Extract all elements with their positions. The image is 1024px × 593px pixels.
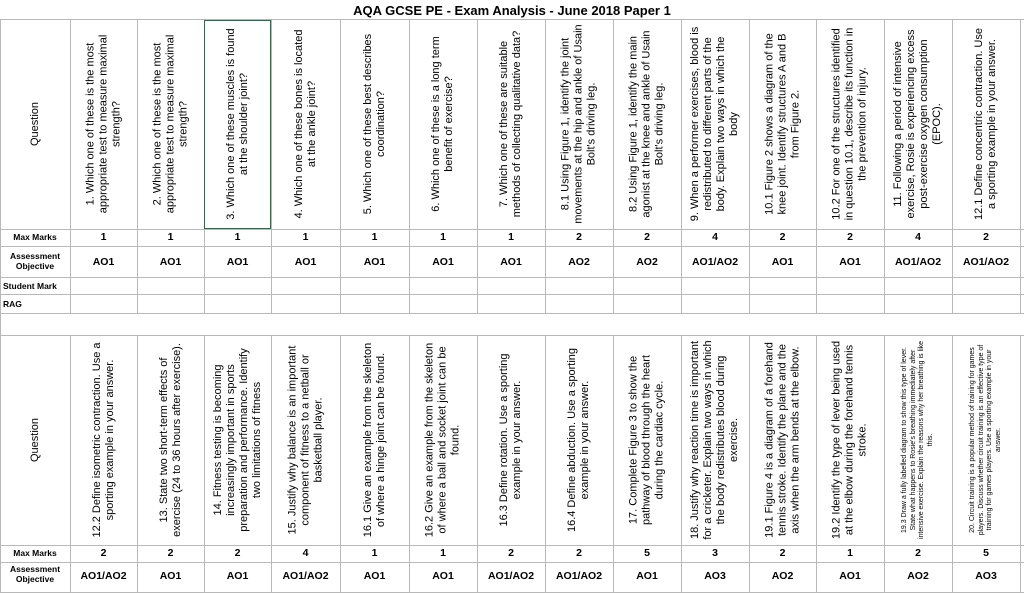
- rag-cell[interactable]: [953, 295, 1020, 313]
- question-label-text: Question: [29, 101, 41, 147]
- student-mark-cell[interactable]: [138, 278, 204, 294]
- assessment-objective-value: AO1: [159, 570, 182, 582]
- max-marks-value: 4: [302, 547, 309, 559]
- assessment-objective-value: AO1: [363, 570, 386, 582]
- student-mark-cell[interactable]: [750, 278, 816, 294]
- question-text: 17. Complete Figure 3 to show the pathway of blood through the heart during the cardiac cycle.: [627, 355, 666, 526]
- max-marks-value: 1: [847, 547, 853, 559]
- max-marks-value: 2: [847, 231, 853, 243]
- section2-assessment-objective-label: Assessment Objective: [9, 564, 61, 584]
- max-marks-value: 2: [576, 231, 582, 243]
- grid-line: [0, 246, 1024, 247]
- assessment-objective-value: AO1/AO2: [282, 570, 329, 582]
- max-marks-value: 2: [915, 547, 921, 559]
- question-text: 4. Which one of these bones is located at the ankle joint?: [292, 29, 318, 219]
- section2-question-cell[interactable]: [816, 335, 884, 545]
- section1-question-cell[interactable]: [70, 19, 137, 229]
- question-label-text: Question: [29, 417, 41, 463]
- section2-question-cell[interactable]: [271, 335, 340, 545]
- question-text: 19.1 Figure 4 is a diagram of a forehand tennis stroke. Identify the plane and the axis when the arm bends at the elbow.: [763, 342, 801, 538]
- max-marks-value: 1: [371, 547, 378, 559]
- max-marks-value: 5: [644, 547, 650, 559]
- grid-line: [0, 313, 1024, 314]
- student-mark-cell[interactable]: [478, 278, 545, 294]
- question-text: 16.1 Give an example from the skeleton of where a hinge joint can be found.: [361, 342, 387, 538]
- assessment-objective-value: AO1/AO2: [691, 256, 739, 268]
- rag-cell[interactable]: [885, 295, 952, 313]
- assessment-objective-value: AO3: [975, 570, 997, 582]
- section1-question-cell[interactable]: [271, 19, 340, 229]
- question-text: 13. State two short-term effects of exercise (24 to 36 hours after exercise).: [157, 343, 183, 537]
- rag-cell[interactable]: [272, 295, 340, 313]
- section2-question-cell[interactable]: [204, 335, 271, 545]
- assessment-objective-value: AO1: [432, 256, 454, 268]
- rag-cell[interactable]: [341, 295, 409, 313]
- max-marks-value: 2: [100, 547, 107, 559]
- max-marks-value: 2: [508, 547, 514, 559]
- section2-question-cell[interactable]: [70, 335, 137, 545]
- max-marks-value: 1: [234, 231, 241, 243]
- section1-question-cell[interactable]: [204, 19, 271, 229]
- rag-cell[interactable]: [682, 295, 749, 313]
- rag-cell[interactable]: [410, 295, 477, 313]
- rag-cell[interactable]: [546, 295, 613, 313]
- assessment-objective-value: AO1/AO2: [487, 570, 535, 582]
- assessment-objective-value: AO1: [839, 570, 861, 582]
- question-text: 3. Which one of these muscles is found at the shoulder joint?: [224, 28, 250, 220]
- grid-line: [1020, 19, 1021, 313]
- question-text: 9. When a performer exercises, blood is redistributed to different parts of the body. Explain two ways in which the body: [689, 26, 740, 222]
- question-text: 16.4 Define abduction. Use a sporting example in your answer.: [566, 347, 591, 533]
- question-text: 7. Which one of these are suitable methods of collecting qualitative data?: [498, 30, 523, 218]
- max-marks-value: 1: [100, 231, 107, 243]
- section1-question-label: [0, 19, 70, 229]
- section1-question-cell[interactable]: [816, 19, 884, 229]
- section2-max-marks-label: Max Marks: [13, 548, 57, 558]
- student-mark-cell[interactable]: [272, 278, 340, 294]
- section1-question-cell[interactable]: [613, 19, 681, 229]
- section1-question-cell[interactable]: [137, 19, 204, 229]
- max-marks-value: 1: [167, 231, 174, 243]
- student-mark-cell[interactable]: [817, 278, 884, 294]
- max-marks-value: 4: [712, 231, 718, 243]
- section2-question-cell[interactable]: [952, 335, 1020, 545]
- max-marks-value: 2: [779, 231, 786, 243]
- assessment-objective-value: AO1: [363, 256, 386, 268]
- max-marks-value: 1: [440, 547, 446, 559]
- max-marks-value: 1: [508, 231, 514, 243]
- assessment-objective-value: AO1: [226, 256, 249, 268]
- question-text: 10.1 Figure 2 shows a diagram of the knee joint. Identify structures A and B from Figure 2.: [763, 33, 801, 215]
- grid-line: [0, 562, 1024, 563]
- rag-cell[interactable]: [205, 295, 271, 313]
- section2-question-cell[interactable]: [409, 335, 477, 545]
- section1-question-cell[interactable]: [681, 19, 749, 229]
- grid-line: [1020, 335, 1021, 592]
- question-text: 1. Which one of these is the most appropriate test to measure maximal strength?: [84, 34, 122, 214]
- question-text: 12.1 Define concentric contraction. Use a sporting example in your answer.: [973, 28, 998, 220]
- student-mark-cell[interactable]: [885, 278, 952, 294]
- rag-cell[interactable]: [138, 295, 204, 313]
- section2-question-label: [0, 335, 70, 545]
- student-mark-cell[interactable]: [953, 278, 1020, 294]
- student-mark-label: Student Mark: [3, 281, 57, 291]
- assessment-objective-value: AO1: [92, 256, 115, 268]
- section1-question-cell[interactable]: [749, 19, 816, 229]
- max-marks-value: 1: [302, 231, 309, 243]
- assessment-objective-value: AO2: [771, 570, 794, 582]
- section2-question-cell[interactable]: [749, 335, 816, 545]
- student-mark-cell[interactable]: [614, 278, 681, 294]
- assessment-objective-value: AO1: [500, 256, 522, 268]
- question-text: 16.2 Give an example from the skeleton of where a ball and socket joint can be found.: [423, 342, 462, 538]
- grid-line: [0, 545, 1024, 546]
- question-text: 14. Fitness testing is becoming increasingly important in sports preparation and performance. Identify two limitations of fitness: [211, 348, 263, 532]
- assessment-objective-value: AO1: [226, 570, 249, 582]
- grid-line: [0, 229, 1024, 230]
- student-mark-cell[interactable]: [682, 278, 749, 294]
- max-marks-value: 1: [440, 231, 446, 243]
- assessment-objective-value: AO2: [636, 256, 658, 268]
- section1-question-cell[interactable]: [477, 19, 545, 229]
- assessment-objective-value: AO1/AO2: [962, 256, 1010, 268]
- max-marks-value: 2: [983, 231, 989, 243]
- section1-question-cell[interactable]: [340, 19, 409, 229]
- question-text: 20. Circuit training is a popular method of training for games players. Discuss whether circuit training is an effective type of training for games players. Use a sporting example in your answer.: [969, 344, 1002, 536]
- assessment-objective-value: AO1/AO2: [894, 256, 942, 268]
- question-text: 16.3 Define rotation. Use a sporting example in your answer.: [498, 353, 523, 527]
- assessment-objective-value: AO1: [839, 256, 861, 268]
- assessment-objective-value: AO1/AO2: [555, 570, 603, 582]
- section2-question-cell[interactable]: [477, 335, 545, 545]
- assessment-objective-value: AO2: [907, 570, 929, 582]
- assessment-objective-value: AO1: [294, 256, 317, 268]
- section1-assessment-objective-label: Assessment Objective: [9, 251, 61, 271]
- assessment-objective-value: AO1: [771, 256, 794, 268]
- rag-cell[interactable]: [817, 295, 884, 313]
- assessment-objective-value: AO3: [704, 570, 726, 582]
- student-mark-cell[interactable]: [205, 278, 271, 294]
- assessment-objective-value: AO1: [432, 570, 454, 582]
- section2-question-cell[interactable]: [884, 335, 952, 545]
- question-text: 5. Which one of these best describes coordination?: [361, 33, 387, 215]
- assessment-objective-value: AO1: [636, 570, 658, 582]
- question-text: 12.2 Define isometric contraction. Use a sporting example in your answer.: [90, 342, 116, 538]
- question-text: 10.2 For one of the structures identified in question 10.1, describe its function in the prevention of injury.: [830, 27, 869, 221]
- student-mark-cell[interactable]: [410, 278, 477, 294]
- rag-cell[interactable]: [750, 295, 816, 313]
- max-marks-value: 2: [779, 547, 786, 559]
- student-mark-cell[interactable]: [71, 278, 137, 294]
- max-marks-value: 2: [576, 547, 582, 559]
- section1-question-cell[interactable]: [952, 19, 1020, 229]
- assessment-objective-value: AO2: [568, 256, 590, 268]
- rag-cell[interactable]: [614, 295, 681, 313]
- rag-cell[interactable]: [478, 295, 545, 313]
- max-marks-value: 2: [234, 547, 241, 559]
- sheet-title: AQA GCSE PE - Exam Analysis - June 2018 Paper 1: [353, 3, 671, 18]
- max-marks-value: 2: [644, 231, 650, 243]
- max-marks-value: 3: [712, 547, 718, 559]
- rag-cell[interactable]: [71, 295, 137, 313]
- max-marks-value: 5: [983, 547, 989, 559]
- section1-question-cell[interactable]: [884, 19, 952, 229]
- section1-max-marks-label: Max Marks: [13, 232, 57, 242]
- rag-label: RAG: [3, 299, 22, 309]
- section1-question-cell[interactable]: [545, 19, 613, 229]
- question-text: 6. Which one of these is a long term benefit of exercise?: [430, 36, 455, 212]
- question-text: 2. Which one of these is the most appropriate test to measure maximal strength?: [151, 34, 189, 214]
- section2-question-cell[interactable]: [681, 335, 749, 545]
- student-mark-cell[interactable]: [546, 278, 613, 294]
- question-text: 11. Following a period of intensive exercise, Rosie is experiencing excess post-exercise oxygen consumption (EPOC).: [892, 29, 943, 219]
- question-text: 18. Justify why reaction time is important for a cricketer. Explain two ways in which the body redistributes blood during exercise.: [689, 340, 740, 540]
- section1-question-cell[interactable]: [409, 19, 477, 229]
- section2-question-cell[interactable]: [137, 335, 204, 545]
- assessment-objective-value: AO1/AO2: [80, 570, 127, 582]
- question-text: 8.1 Using Figure 1, identify the joint movements at the hip and ankle of Usain Bolt's driving leg.: [559, 24, 598, 224]
- section2-question-cell[interactable]: [613, 335, 681, 545]
- question-text: 19.3 Draw a fully labelled diagram to show this type of lever. State what happens to Rosie's breathing immediately after intensive exercise. Explain the reasons why her breathing is like this.: [901, 340, 934, 540]
- max-marks-value: 2: [167, 547, 174, 559]
- section2-question-cell[interactable]: [545, 335, 613, 545]
- max-marks-value: 1: [371, 231, 378, 243]
- question-text: 8.2 Using Figure 1, identify the main agonist at the knee and ankle of Usain Bolt's driving leg.: [627, 30, 666, 218]
- question-text: 19.2 Identify the type of lever being used at the elbow during the forehand tennis stroke.: [830, 340, 869, 540]
- question-text: 15. Justify why balance is an important component of fitness to a netball or basketball player.: [286, 345, 324, 535]
- section2-question-cell[interactable]: [340, 335, 409, 545]
- assessment-objective-value: AO1: [159, 256, 182, 268]
- student-mark-cell[interactable]: [341, 278, 409, 294]
- max-marks-value: 4: [915, 231, 921, 243]
